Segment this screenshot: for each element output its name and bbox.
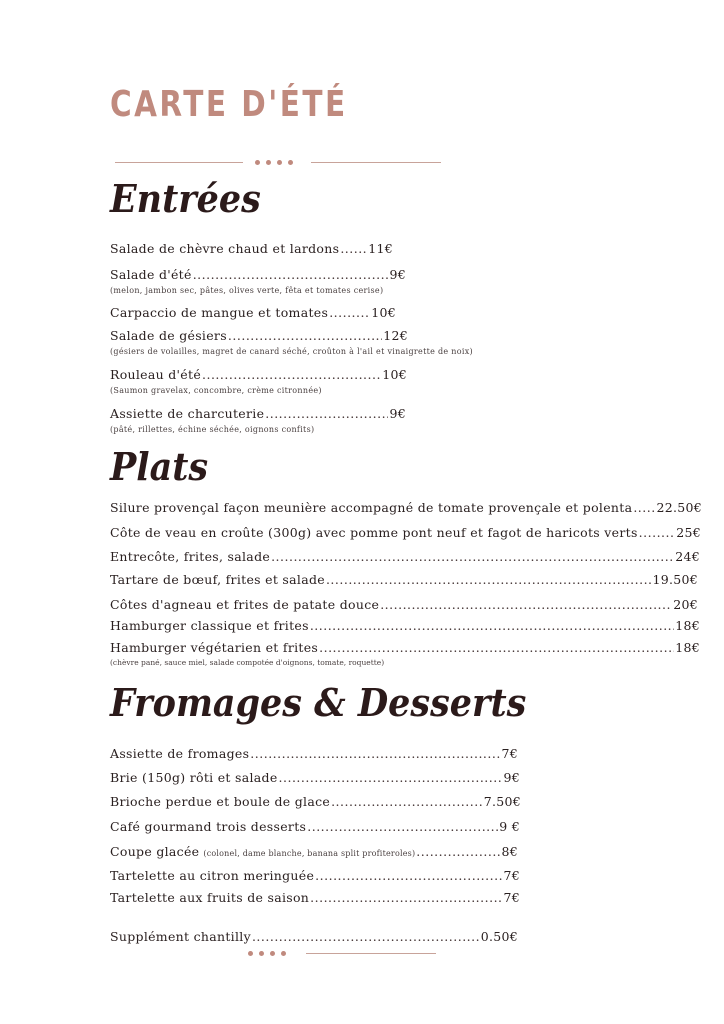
- item-description: (gésiers de volailles, magret de canard séché, croûton à l'ail et vinaigrette de noix): [110, 347, 473, 356]
- menu-item: [110, 267, 406, 282]
- dot-leader: [202, 367, 381, 382]
- item-name: Salade de chèvre chaud et lardons: [110, 241, 340, 256]
- item-price: 9€: [389, 267, 406, 282]
- dot-leader: [228, 328, 382, 343]
- section-title-desserts: Fromages & Desserts: [110, 680, 527, 725]
- divider-dots: [255, 158, 293, 165]
- item-price: 7€: [503, 868, 520, 883]
- menu-item: [110, 572, 698, 587]
- page-title: CARTE D'ÉTÉ: [110, 84, 348, 125]
- item-name: Tartelette au citron meringuée: [110, 868, 315, 883]
- dot: [281, 951, 286, 956]
- menu-item: [110, 597, 698, 612]
- dot-leader: [380, 597, 672, 612]
- menu-item: [110, 770, 520, 785]
- item-name: Hamburger végétarien et frites: [110, 640, 319, 655]
- section-title-entrees: Entrées: [110, 176, 261, 221]
- menu-item: [110, 890, 520, 905]
- dot: [259, 951, 264, 956]
- item-name: Supplément chantilly: [110, 929, 251, 944]
- item-name: Salade de gésiers: [110, 328, 227, 343]
- item-name: Carpaccio de mangue et tomates: [110, 305, 329, 320]
- top-divider: [115, 158, 441, 168]
- menu-item: [110, 328, 408, 343]
- item-name: Tartelette aux fruits de saison: [110, 890, 310, 905]
- item-name: Coupe glacée: [110, 844, 200, 859]
- dot-leader: [307, 819, 498, 834]
- item-price: 22.50€: [656, 500, 702, 515]
- dot-leader: [416, 844, 500, 859]
- dot-leader: [331, 794, 483, 809]
- dot: [270, 951, 275, 956]
- item-description: (chèvre pané, sauce miel, salade compotée d'oignons, tomate, roquette): [110, 658, 385, 667]
- item-name: Assiette de charcuterie: [110, 406, 265, 421]
- dot-leader: [193, 267, 389, 282]
- item-price: 10€: [382, 367, 407, 382]
- dot-leader: [250, 746, 500, 761]
- item-name: Entrecôte, frites, salade: [110, 549, 271, 564]
- menu-item: [110, 844, 518, 861]
- item-price: 8€: [501, 844, 518, 859]
- dot-leader: [310, 618, 674, 633]
- dot-leader: [329, 305, 370, 320]
- item-note: (colonel, dame blanche, banana split profiteroles): [203, 849, 416, 858]
- menu-item: [110, 549, 700, 564]
- dot-leader: [315, 868, 502, 883]
- dot: [277, 160, 282, 165]
- item-price: 18€: [675, 640, 700, 655]
- item-name: Tartare de bœuf, frites et salade: [110, 572, 325, 587]
- divider-line-left: [115, 162, 243, 163]
- item-name: Assiette de fromages: [110, 746, 250, 761]
- menu-item: [110, 618, 700, 633]
- menu-item: [110, 746, 518, 761]
- item-name: Côtes d'agneau et frites de patate douce: [110, 597, 380, 612]
- item-price: 9€: [389, 406, 406, 421]
- dot-leader: [633, 500, 655, 515]
- section-title-plats: Plats: [110, 444, 209, 489]
- item-price: 24€: [675, 549, 700, 564]
- item-price: 7.50€: [483, 794, 521, 809]
- item-price: 25€: [676, 525, 701, 540]
- item-name: Hamburger classique et frites: [110, 618, 309, 633]
- divider-dots: [248, 949, 286, 956]
- item-price: 12€: [383, 328, 408, 343]
- item-description: (pâté, rillettes, échine séchée, oignons confits): [110, 425, 315, 434]
- item-name: Côte de veau en croûte (300g) avec pomme pont neuf et fagot de haricots verts: [110, 525, 638, 540]
- divider-line-right: [306, 953, 436, 954]
- item-price: 18€: [675, 618, 700, 633]
- dot: [288, 160, 293, 165]
- dot-leader: [252, 929, 480, 944]
- item-description: (Saumon gravelax, concombre, crème citronnée): [110, 386, 322, 395]
- item-name: Brioche perdue et boule de glace: [110, 794, 331, 809]
- dot-leader: [279, 770, 503, 785]
- item-name: Silure provençal façon meunière accompagné de tomate provençale et polenta: [110, 500, 633, 515]
- dot-leader: [639, 525, 676, 540]
- dot: [266, 160, 271, 165]
- divider-line-right: [311, 162, 441, 163]
- item-price: 9€: [503, 770, 520, 785]
- dot-leader: [265, 406, 388, 421]
- item-name: Brie (150g) rôti et salade: [110, 770, 278, 785]
- item-name: Salade d'été: [110, 267, 192, 282]
- menu-item: [110, 305, 396, 320]
- menu-item: [110, 794, 521, 809]
- item-price: 7€: [501, 746, 518, 761]
- dot-leader: [310, 890, 502, 905]
- menu-item: [110, 525, 701, 540]
- item-price: 19.50€: [652, 572, 698, 587]
- item-price: 11€: [368, 241, 393, 256]
- item-price: 20€: [673, 597, 698, 612]
- menu-item: [110, 500, 702, 515]
- dot: [255, 160, 260, 165]
- menu-item: [110, 406, 406, 421]
- dot-leader: [319, 640, 674, 655]
- item-name: Café gourmand trois desserts: [110, 819, 307, 834]
- item-description: (melon, jambon sec, pâtes, olives verte, fêta et tomates cerise): [110, 286, 384, 295]
- item-price: 10€: [371, 305, 396, 320]
- dot-leader: [340, 241, 367, 256]
- item-price: 0.50€: [480, 929, 518, 944]
- menu-item: [110, 367, 407, 382]
- bottom-divider: [248, 949, 438, 959]
- menu-item: [110, 241, 393, 256]
- item-price: 7€: [503, 890, 520, 905]
- menu-item: [110, 929, 518, 944]
- item-price: 9 €: [499, 819, 520, 834]
- item-name: Rouleau d'été: [110, 367, 202, 382]
- dot: [248, 951, 253, 956]
- menu-item: [110, 640, 700, 655]
- menu-item: [110, 868, 520, 883]
- dot-leader: [326, 572, 652, 587]
- dot-leader: [271, 549, 674, 564]
- menu-item: [110, 819, 520, 834]
